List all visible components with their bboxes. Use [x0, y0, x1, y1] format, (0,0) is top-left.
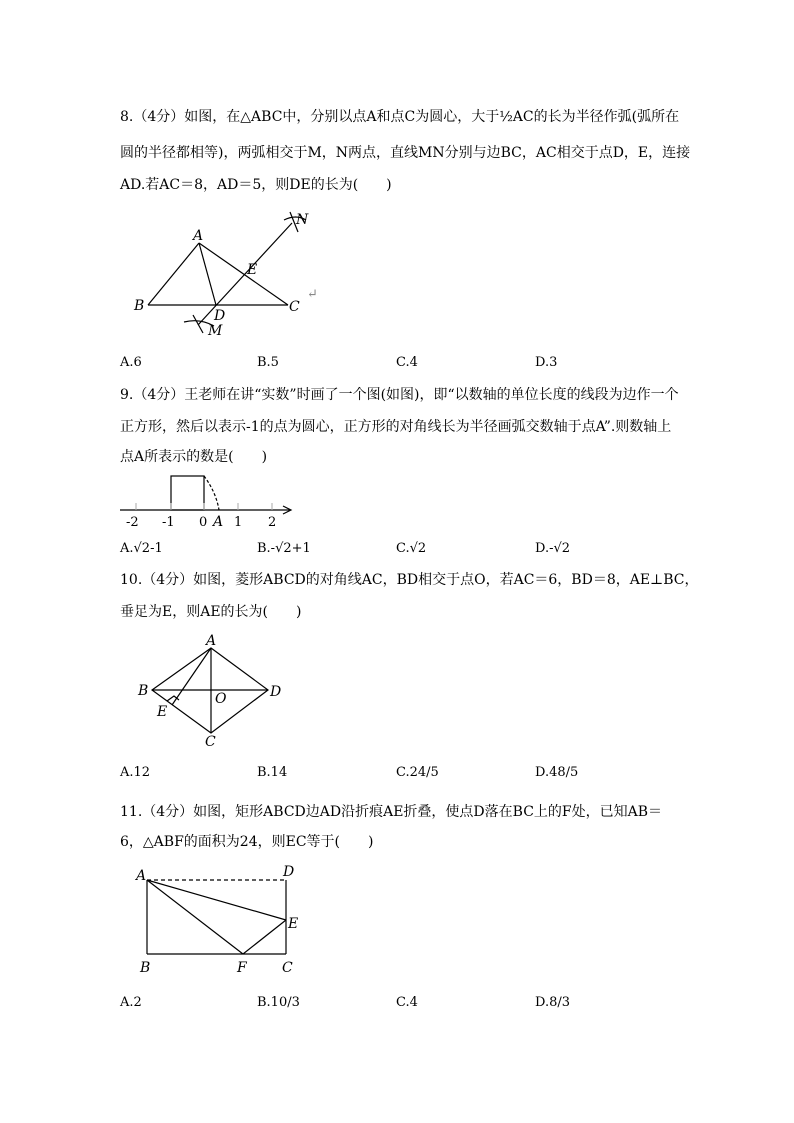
q8-segment-ad: [199, 243, 216, 305]
q10-label-c: C: [205, 734, 216, 750]
q10-label-b: B: [138, 683, 149, 699]
q10-option-b[interactable]: B.14: [257, 765, 288, 780]
q9-option-b[interactable]: B.-√2+1: [257, 541, 311, 556]
q8-figure: [125, 205, 335, 345]
q10-height-ae: [172, 648, 211, 705]
q10-figure: [130, 630, 290, 750]
q9-line-3: 点A所表示的数是( ): [120, 449, 268, 465]
q10-label-e: E: [157, 704, 168, 720]
q10-option-a[interactable]: A.12: [120, 765, 151, 780]
q8-line-mn: [198, 223, 292, 325]
q11-label-b: B: [140, 960, 151, 976]
q8-return-mark: ↵: [307, 287, 318, 302]
q8-line-2: 圆的半径都相等)，两弧相交于M，N两点，直线MN分别与边BC，AC相交于点D，E，连接: [120, 145, 691, 161]
q11-option-b[interactable]: B.10/3: [257, 995, 300, 1010]
q11-option-d[interactable]: D.8/3: [535, 995, 571, 1010]
q9-label-2: 2: [268, 515, 277, 530]
q9-unit-square: [171, 476, 204, 510]
q11-label-a: A: [136, 868, 147, 884]
q8-label-b: B: [134, 298, 145, 314]
q8-label-m: M: [208, 323, 223, 339]
q9-option-c[interactable]: C.√2: [396, 541, 427, 556]
q11-label-e: E: [288, 916, 299, 932]
q11-label-c: C: [282, 960, 293, 976]
q8-label-d: D: [214, 308, 226, 324]
q9-figure: [118, 470, 298, 532]
q8-label-a: A: [193, 228, 204, 244]
q9-label-m1: -1: [162, 515, 175, 530]
q9-line-1: 9.（4分）王老师在讲“实数”时画了一个图(如图)，即“以数轴的单位长度的线段为边作一个: [120, 387, 679, 403]
q8-label-c: C: [289, 299, 300, 315]
q11-label-f: F: [237, 960, 247, 976]
q9-label-1: 1: [234, 515, 243, 530]
q8-segment-ac: [199, 243, 288, 305]
q8-option-a[interactable]: A.6: [120, 355, 142, 370]
q11-crease-ae: [147, 880, 286, 920]
q10-label-a: A: [206, 633, 217, 649]
q10-label-o: O: [215, 691, 227, 707]
q10-line-1: 10.（4分）如图，菱形ABCD的对角线AC，BD相交于点O，若AC＝6，BD＝8，AE⊥BC，: [120, 572, 699, 588]
q9-label-a: A: [213, 514, 224, 530]
q11-line-1: 11.（4分）如图，矩形ABCD边AD沿折痕AE折叠，使点D落在BC上的F处，已知AB＝: [120, 804, 663, 820]
q10-option-c[interactable]: C.24/5: [396, 765, 439, 780]
q8-option-b[interactable]: B.5: [257, 355, 279, 370]
q8-option-c[interactable]: C.4: [396, 355, 418, 370]
q9-label-0: 0: [199, 515, 208, 530]
q11-label-d: D: [283, 864, 295, 880]
q11-segment-af: [147, 880, 243, 954]
q10-line-2: 垂足为E，则AE的长为( ): [120, 604, 302, 620]
q10-label-d: D: [270, 684, 282, 700]
q9-dashed-arc: [204, 476, 219, 510]
q10-option-d[interactable]: D.48/5: [535, 765, 579, 780]
q8-segment-ab: [148, 243, 199, 305]
q9-label-m2: -2: [126, 515, 139, 530]
q8-label-e: E: [247, 262, 258, 278]
q8-line-1: 8.（4分）如图，在△ABC中，分别以点A和点C为圆心，大于½AC的长为半径作弧(弧所在: [120, 109, 680, 125]
q11-line-2: 6，△ABF的面积为24，则EC等于( ): [120, 834, 374, 850]
q11-figure: [132, 860, 312, 980]
q8-option-d[interactable]: D.3: [535, 355, 558, 370]
q8-line-3: AD.若AC＝8，AD＝5，则DE的长为( ): [120, 177, 392, 193]
q9-option-d[interactable]: D.-√2: [535, 541, 571, 556]
q11-option-a[interactable]: A.2: [120, 995, 142, 1010]
q9-line-2: 正方形，然后以表示-1的点为圆心，正方形的对角线长为半径画弧交数轴于点A”.则数轴上: [120, 419, 672, 435]
q8-label-n: N: [296, 212, 309, 228]
q9-option-a[interactable]: A.√2-1: [120, 541, 163, 556]
q8-arc-m-cross: [193, 315, 203, 333]
q11-option-c[interactable]: C.4: [396, 995, 418, 1010]
q11-segment-fe: [243, 920, 286, 954]
